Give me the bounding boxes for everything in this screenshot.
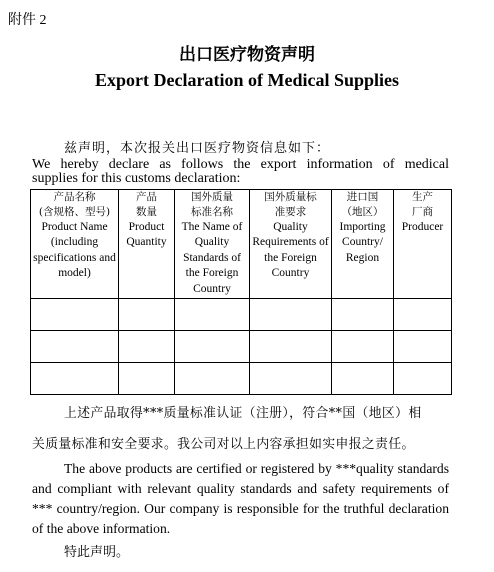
table-cell[interactable] — [250, 299, 332, 331]
table-cell[interactable] — [31, 299, 119, 331]
header-en: Importing Country/ Region — [339, 221, 386, 264]
table-cell[interactable] — [394, 363, 452, 395]
medical-supplies-table — [30, 189, 452, 395]
header-en: Product Name (including specifications and model) — [33, 221, 116, 280]
statement-english: The above products are certified or registered by ***quality standards and compliant with relevant quality standards and safety requirements of *** country/region. Our company is responsible for the truthful declaration of the above information. — [32, 461, 449, 536]
header-en: The Name of Quality Standards of the Foreign Country — [181, 221, 243, 295]
title-english: Export Declaration of Medical Supplies — [95, 70, 399, 90]
table-cell[interactable] — [119, 299, 175, 331]
statement-chinese-line2: 关质量标准和安全要求。我公司对以上内容承担如实申报之责任。 — [32, 437, 415, 452]
header-product-quantity — [119, 190, 175, 299]
header-cn: 生产 厂商 — [412, 191, 433, 218]
declaration-intro-english-line1: We hereby declare as follows the export information of medical — [32, 157, 449, 172]
table-cell[interactable] — [31, 331, 119, 363]
table-cell[interactable] — [119, 363, 175, 395]
declaration-intro-english-line2: supplies for this customs declaration: — [32, 171, 241, 186]
table-cell[interactable] — [332, 363, 394, 395]
table-cell[interactable] — [394, 299, 452, 331]
header-importing-country — [332, 190, 394, 299]
header-cn: 国外质量标 准要求 — [264, 191, 317, 218]
header-quality-requirements — [250, 190, 332, 299]
table-row — [31, 363, 452, 395]
statement-chinese-line1: 上述产品取得***质量标准认证（注册），符合**国（地区）相 — [64, 406, 422, 421]
table-cell[interactable] — [332, 299, 394, 331]
table-cell[interactable] — [175, 363, 250, 395]
header-cn: 产品 数量 — [136, 191, 157, 218]
header-en: Quality Requirements of the Foreign Country — [252, 221, 329, 280]
table-cell[interactable] — [31, 363, 119, 395]
table-cell[interactable] — [175, 331, 250, 363]
title-chinese: 出口医疗物资声明 — [179, 45, 315, 65]
table-row — [31, 299, 452, 331]
table-cell[interactable] — [119, 331, 175, 363]
header-en: Producer — [401, 221, 444, 233]
header-cn: 进口国 （地区） — [341, 191, 384, 218]
header-product-name — [31, 190, 119, 299]
table-header-row — [31, 190, 452, 299]
table-row — [31, 331, 452, 363]
header-cn: 国外质量 标准名称 — [191, 191, 233, 218]
table-cell[interactable] — [394, 331, 452, 363]
annex-label: 附件 2 — [8, 13, 47, 28]
header-quality-standard-name — [175, 190, 250, 299]
declaration-intro-chinese: 兹声明，本次报关出口医疗物资信息如下： — [64, 141, 331, 156]
table-cell[interactable] — [250, 363, 332, 395]
header-cn: 产品名称 (含规格、型号) — [38, 191, 111, 218]
header-en: Product Quantity — [126, 221, 167, 249]
header-producer — [394, 190, 452, 299]
table-cell[interactable] — [250, 331, 332, 363]
closing-statement: 特此声明。 — [64, 545, 130, 560]
table-cell[interactable] — [332, 331, 394, 363]
table-cell[interactable] — [175, 299, 250, 331]
